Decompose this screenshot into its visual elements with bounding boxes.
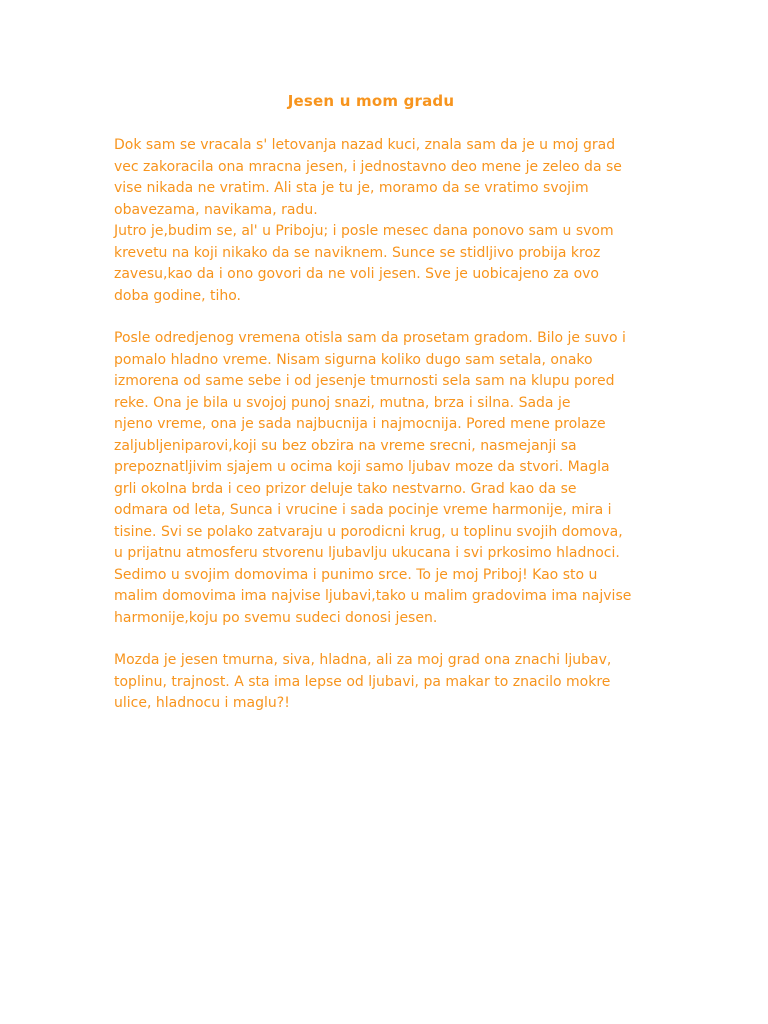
text-line: ulice, hladnocu i maglu?!: [114, 695, 290, 711]
text-line: doba godine, tiho.: [114, 287, 242, 304]
text-line: pomalo hladno vreme. Nisam sigurna koliko dugo sam setala, onako: [114, 351, 593, 368]
text-line: vec zakoracila ona mracna jesen, i jednostavno deo mene je zeleo da se: [114, 158, 622, 175]
text-line: zavesu,kao da i ono govori da ne voli jesen. Sve je uobicajeno za ovo: [114, 266, 599, 282]
text-line: toplinu, trajnost. A sta ima lepse od ljubavi, pa makar to znacilo mokre: [114, 673, 611, 690]
text-line: reke. Ona je bila u svojoj punoj snazi, mutna, brza i silna. Sada je: [114, 394, 571, 411]
text-line: krevetu na koji nikako da se naviknem. Sunce se stidljivo probija kroz: [114, 244, 601, 261]
text-line: u prijatnu atmosferu stvorenu ljubavlju ukucana i svi prkosimo hladnoci.: [114, 545, 620, 561]
text-line: Mozda je jesen tmurna, siva, hladna, ali za moj grad ona znachi ljubav,: [114, 652, 612, 668]
text-line: odmara od leta, Sunca i vrucine i sada pocinje vreme harmonije, mira i: [114, 502, 612, 518]
text-line: njeno vreme, ona je sada najbucnija i najmocnija. Pored mene prolaze: [114, 416, 606, 432]
paragraph-2: [114, 328, 674, 629]
document-title: Jesen u mom gradu: [287, 92, 455, 110]
text-line: prepoznatljivim sjajem u ocima koji samo ljubav moze da stvori. Magla: [114, 459, 610, 475]
text-line: malim domovima ima najvise ljubavi,tako u malim gradovima ima najvise: [114, 588, 632, 604]
text-line: izmorena od same sebe i od jesenje tmurnosti sela sam na klupu pored: [114, 373, 615, 389]
text-line: Jutro je,budim se, al' u Priboju; i posle mesec dana ponovo sam u svom: [114, 223, 614, 239]
text-line: Posle odredjenog vremena otisla sam da prosetam gradom. Bilo je suvo i: [114, 330, 626, 346]
text-line: tisine. Svi se polako zatvaraju u porodicni krug, u toplinu svojih domova,: [114, 523, 623, 540]
paragraph-1: [114, 135, 674, 307]
text-line: vise nikada ne vratim. Ali sta je tu je, moramo da se vratimo svojim: [114, 180, 589, 196]
text-line: zaljubljeniparovi,koji su bez obzira na vreme srecni, nasmejanji sa: [114, 437, 577, 454]
paragraph-3: [114, 650, 674, 715]
text-line: Dok sam se vracala s' letovanja nazad kuci, znala sam da je u moj grad: [114, 137, 616, 153]
text-line: obavezama, navikama, radu.: [114, 201, 318, 218]
document-body: [114, 135, 674, 736]
text-line: harmonije,koju po svemu sudeci donosi jesen.: [114, 609, 438, 626]
text-line: grli okolna brda i ceo prizor deluje tako nestvarno. Grad kao da se: [114, 480, 577, 497]
text-line: Sedimo u svojim domovima i punimo srce. To je moj Priboj! Kao sto u: [114, 566, 598, 583]
